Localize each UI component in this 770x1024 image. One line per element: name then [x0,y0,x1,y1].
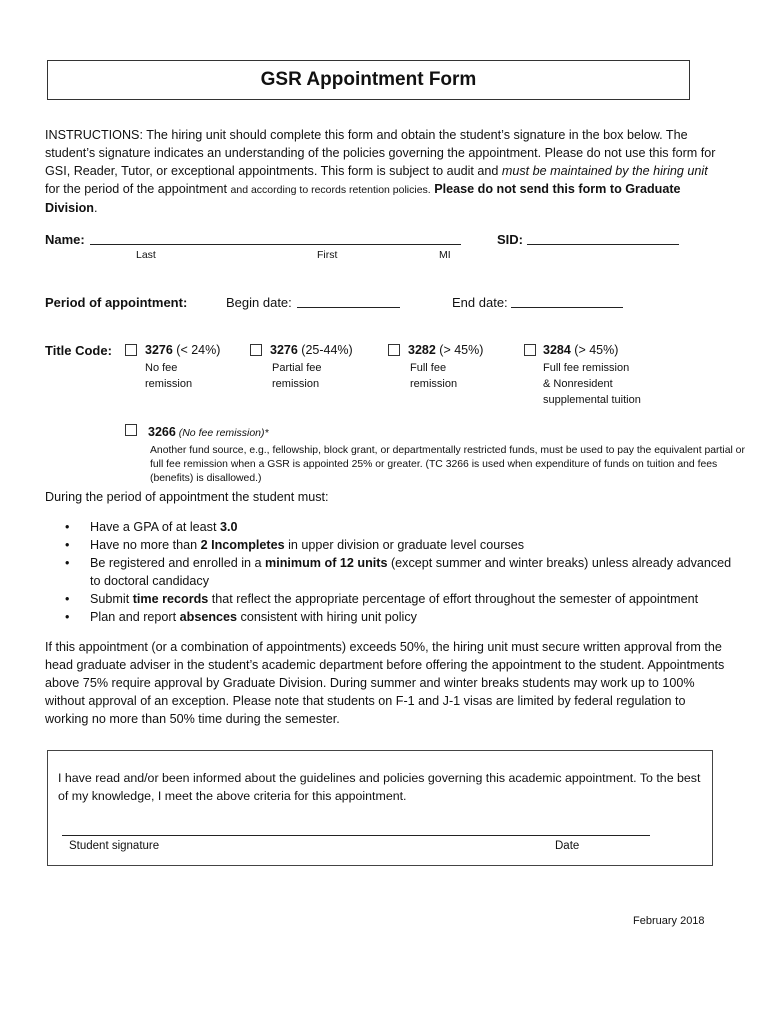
approval-paragraph: If this appointment (or a combination of appointments) exceeds 50%, the hiring unit must secure written approval from the head graduate adviser in the student’s academic department before offering the appointment to the student. Appointments above 75% require approval by Graduate Division. During summer and winter breaks students may work up to 100% without approval of an exception. Please note that students on F-1 and J-1 visas are limited by federal regulation to working no more than 50% time during the semester. [45,640,725,726]
option-1-range: (< 24%) [172,343,221,357]
option-1-title [145,343,220,357]
bullet-icon: • [65,520,70,534]
option-3-range: (> 45%) [435,343,484,357]
item-2-post: in upper division or graduate level courses [284,538,525,552]
list-item [62,518,742,536]
form-title: GSR Appointment Form [260,69,477,90]
instructions-label: INSTRUCTIONS: [45,128,143,142]
instructions [45,126,725,217]
option-3-desc [410,360,457,392]
option-2-range: (25-44%) [297,343,353,357]
end-date-label: End date: [452,295,508,310]
option-3-line-2: remission [410,378,458,390]
title-code-3266-checkbox[interactable] [125,424,137,436]
option-2-line-2: remission [272,378,320,390]
instructions-italic: must be maintained by the hiring unit [501,164,708,178]
option-4-range: (> 45%) [570,343,619,357]
begin-date-label: Begin date: [226,295,292,310]
option-4-desc [543,360,641,408]
requirements-intro: During the period of appointment the student must: [45,490,329,504]
option-4-line-3: supplemental tuition [543,394,641,406]
item-4-text: Submit [90,592,133,606]
item-1-bold: 3.0 [219,520,238,534]
item-2-bold: 2 Incompletes [200,538,285,552]
bullet-icon: • [65,556,70,570]
option-3-title [408,343,483,357]
option-4-code: 3284 [543,343,571,357]
title-code-3276-low-checkbox[interactable] [125,344,137,356]
sid-label: SID: [497,232,523,247]
item-3-text: Be registered and enrolled in a [90,556,266,570]
list-item [62,554,742,590]
option-1-line-1: No fee [145,362,178,374]
option-5-paren: (No fee remission)* [175,427,269,439]
option-1-desc [145,360,192,392]
signature-statement: I have read and/or been informed about the guidelines and policies governing this academic appointment. To the best of my knowledge, I meet the above criteria for this appointment. [58,771,701,803]
name-last-label: Last [136,249,156,261]
list-item [62,608,742,626]
name-first-label: First [317,249,338,261]
title-code-3282-checkbox[interactable] [388,344,400,356]
option-3-code: 3282 [408,343,436,357]
option-1-code: 3276 [145,343,173,357]
item-1-text: Have a GPA of at least [90,520,220,534]
signature-box [47,750,713,866]
bullet-icon: • [65,538,70,552]
sid-field[interactable] [527,244,679,245]
title-code-label: Title Code: [45,343,112,358]
bullet-icon: • [65,610,70,624]
name-field[interactable] [90,244,461,245]
item-4-bold: time records [132,592,209,606]
form-title-box [47,60,690,100]
student-signature-label: Student signature [69,840,160,852]
bullet-icon: • [65,592,70,606]
instructions-text-3: and according to records retention policies. [230,184,431,196]
option-5-title [148,425,269,439]
instructions-end: . [94,201,98,215]
end-date-field[interactable] [511,307,623,308]
item-3-bold: minimum of 12 units [265,556,388,570]
footer-date: February 2018 [633,915,705,927]
list-item [62,536,742,554]
instructions-bold: Please do not send this form to Graduate Division [45,182,681,215]
item-5-bold: absences [179,610,238,624]
option-1-line-2: remission [145,378,193,390]
begin-date-field[interactable] [297,307,400,308]
option-4-line-1: Full fee remission [543,362,630,374]
requirements-list [62,518,742,626]
option-4-title [543,343,618,357]
name-label: Name: [45,232,85,247]
option-5-code: 3266 [148,425,176,439]
item-5-post: consistent with hiring unit policy [237,610,417,624]
period-label: Period of appointment: [45,295,188,310]
option-2-line-1: Partial fee [272,362,322,374]
option-5-note: Another fund source, e.g., fellowship, block grant, or departmentally restricted funds, must be used to pay the equivalent partial or full fee remission when a GSR is appointed 25% or greater. (TC 3266 is used when expenditure of funds on tuition and fees (benefits) is disallowed.) [150,445,745,484]
option-3-line-1: Full fee [410,362,447,374]
item-3-post: (except summer and winter breaks) unless already advanced to doctoral candidacy [90,556,732,588]
list-item [62,590,742,608]
option-2-code: 3276 [270,343,298,357]
instructions-text: The hiring unit should complete this form and obtain the student’s signature in the box below. The student’s signature indicates an understanding of the policies governing the appointment. Please do not use this form for GSI, Reader, Tutor, or exceptional appointments. This form is subject to audit and [45,128,716,178]
option-2-title [270,343,353,357]
title-code-3276-mid-checkbox[interactable] [250,344,262,356]
item-4-post: that reflect the appropriate percentage of effort throughout the semester of appointment [208,592,699,606]
option-2-desc [272,360,322,392]
option-4-line-2: & Nonresident [543,378,613,390]
item-5-text: Plan and report [90,610,180,624]
name-mi-label: MI [439,249,451,261]
item-2-text: Have no more than [90,538,201,552]
signature-line[interactable] [62,835,650,836]
title-code-3284-checkbox[interactable] [524,344,536,356]
date-label: Date [555,840,580,852]
instructions-text-2: for the period of the appointment [45,182,231,196]
